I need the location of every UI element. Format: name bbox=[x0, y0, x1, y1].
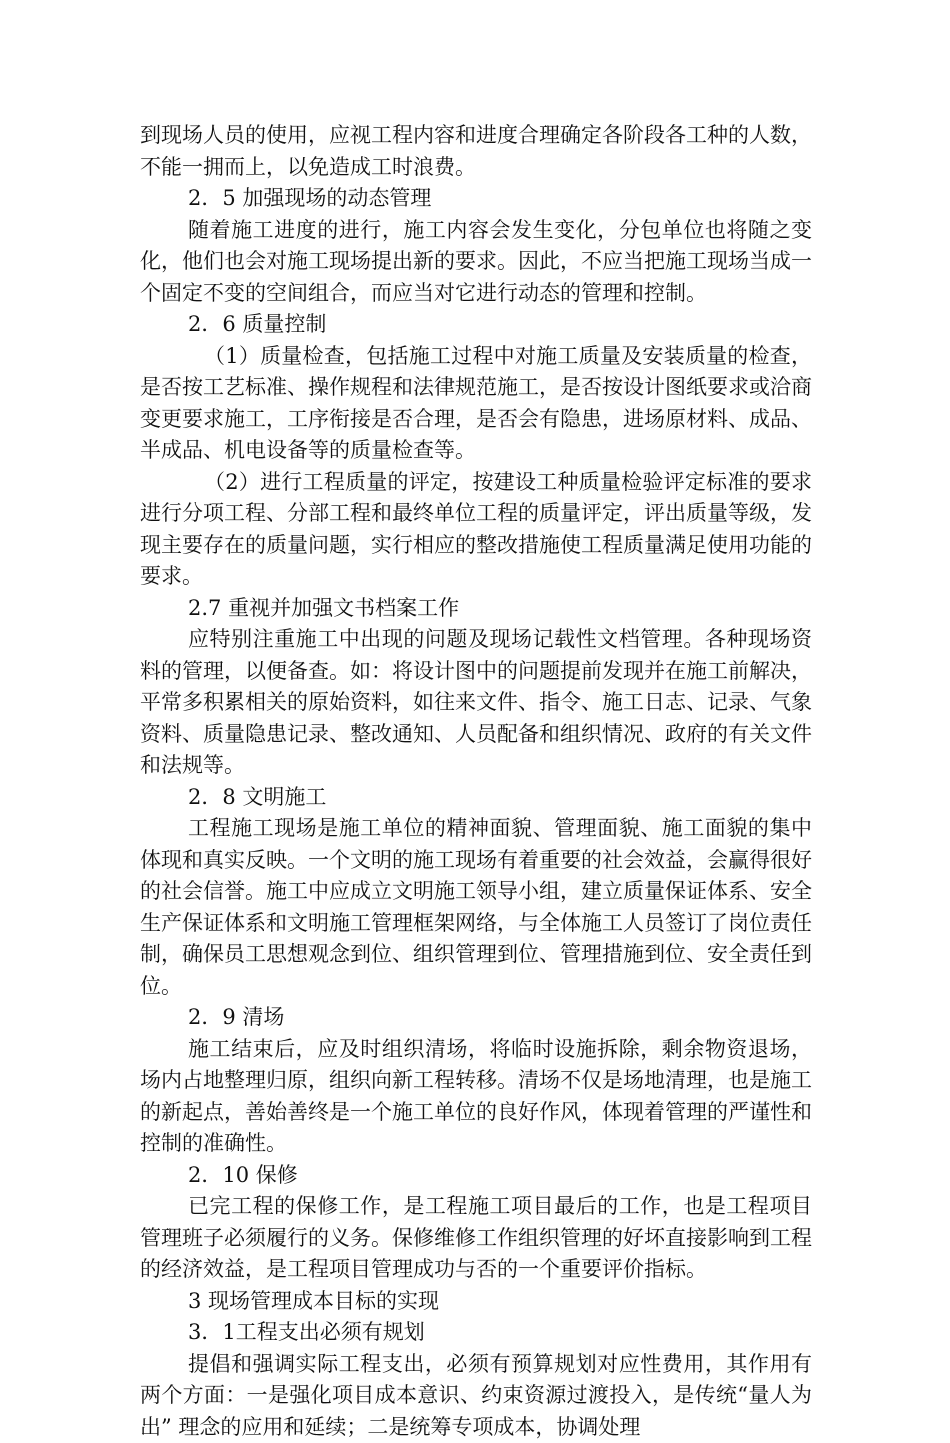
paragraph-2-6-2: （2）进行工程质量的评定，按建设工种质量检验评定标准的要求进行分项工程、分部工程和最终单位工程的质量评定，评出质量等级，发现主要存在的质量问题，实行相应的整改措施使工程质量满足使用功能的要求。 bbox=[140, 467, 812, 593]
heading-3-1: 3．1工程支出必须有规划 bbox=[140, 1317, 812, 1349]
heading-2-5: 2．5 加强现场的动态管理 bbox=[140, 183, 812, 215]
heading-2-8: 2．8 文明施工 bbox=[140, 782, 812, 814]
paragraph-intro: 到现场人员的使用，应视工程内容和进度合理确定各阶段各工种的人数，不能一拥而上，以免造成工时浪费。 bbox=[140, 120, 812, 183]
paragraph-2-8: 工程施工现场是施工单位的精神面貌、管理面貌、施工面貌的集中体现和真实反映。一个文明的施工现场有着重要的社会效益，会赢得很好的社会信誉。施工中应成立文明施工领导小组，建立质量保证体系、安全生产保证体系和文明施工管理框架网络，与全体施工人员签订了岗位责任制，确保员工思想观念到位、组织管理到位、管理措施到位、安全责任到位。 bbox=[140, 813, 812, 1002]
paragraph-2-7: 应特别注重施工中出现的问题及现场记载性文档管理。各种现场资料的管理，以便备查。如：将设计图中的问题提前发现并在施工前解决，平常多积累相关的原始资料，如往来文件、指令、施工日志、记录、气象资料、质量隐患记录、整改通知、人员配备和组织情况、政府的有关文件和法规等。 bbox=[140, 624, 812, 782]
paragraph-3-1: 提倡和强调实际工程支出，必须有预算规划对应性费用，其作用有两个方面：一是强化项目成本意识、约束资源过渡投入，是传统“量人为出” 理念的应用和延续；二是统筹专项成本，协调处理 bbox=[140, 1349, 812, 1443]
heading-3: 3 现场管理成本目标的实现 bbox=[140, 1286, 812, 1318]
paragraph-2-9: 施工结束后，应及时组织清场，将临时设施拆除，剩余物资退场，场内占地整理归原，组织向新工程转移。清场不仅是场地清理，也是施工的新起点，善始善终是一个施工单位的良好作风，体现着管理的严谨性和控制的准确性。 bbox=[140, 1034, 812, 1160]
paragraph-2-5: 随着施工进度的进行，施工内容会发生变化，分包单位也将随之变化，他们也会对施工现场提出新的要求。因此，不应当把施工现场当成一个固定不变的空间组合，而应当对它进行动态的管理和控制。 bbox=[140, 215, 812, 310]
heading-2-9: 2．9 清场 bbox=[140, 1002, 812, 1034]
document-body bbox=[140, 120, 812, 1443]
heading-2-7: 2.7 重视并加强文书档案工作 bbox=[140, 593, 812, 625]
paragraph-2-10: 已完工程的保修工作，是工程施工项目最后的工作，也是工程项目管理班子必须履行的义务。保修维修工作组织管理的好坏直接影响到工程的经济效益，是工程项目管理成功与否的一个重要评价指标。 bbox=[140, 1191, 812, 1286]
paragraph-2-6-1: （1）质量检查，包括施工过程中对施工质量及安装质量的检查，是否按工艺标准、操作规程和法律规范施工，是否按设计图纸要求或洽商变更要求施工，工序衔接是否合理，是否会有隐患，进场原材料、成品、半成品、机电设备等的质量检查等。 bbox=[140, 341, 812, 467]
heading-2-6: 2．6 质量控制 bbox=[140, 309, 812, 341]
heading-2-10: 2．10 保修 bbox=[140, 1160, 812, 1192]
